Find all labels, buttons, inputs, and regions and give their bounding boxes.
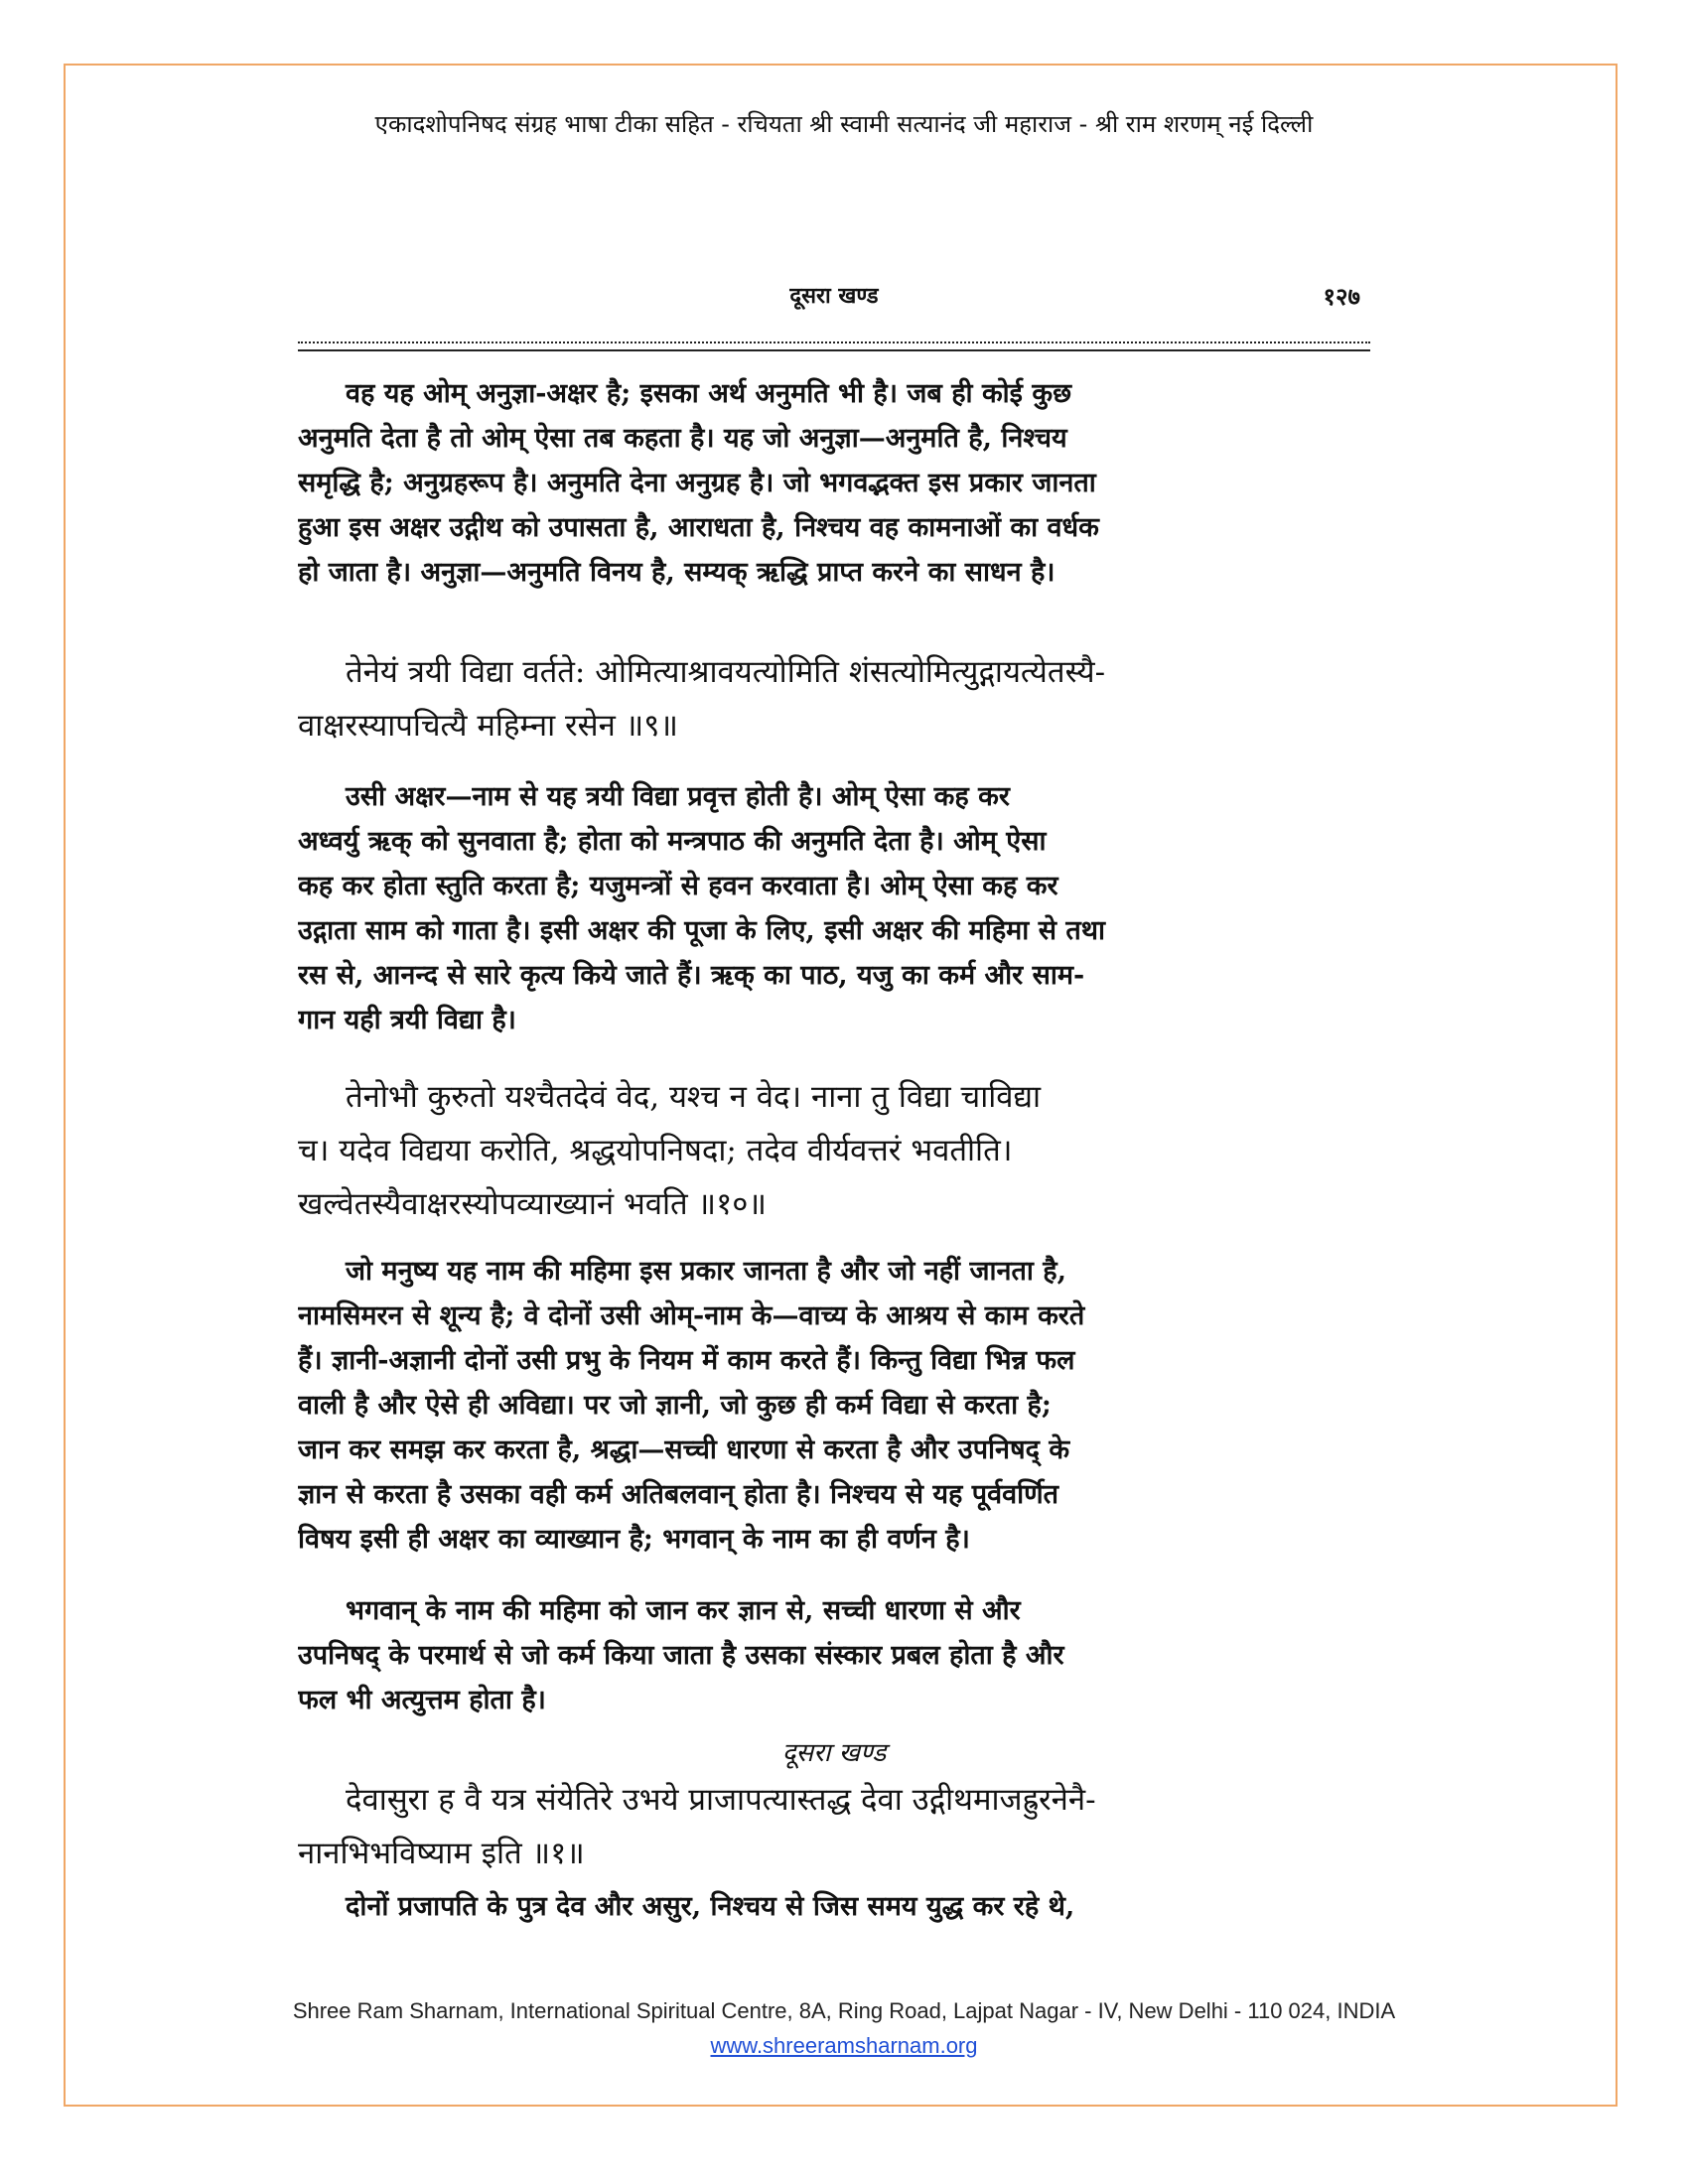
verse-line: देवासुरा ह वै यत्र संयेतिरे उभये प्राजापत्यास्तद्ध देवा उद्गीथमाजह्रुरनेनै- <box>346 1782 1096 1818</box>
verse-10 <box>298 1070 1350 1231</box>
website-link[interactable]: www.shreeramsharnam.org <box>710 2033 978 2058</box>
text-line: जो मनुष्य यह नाम की महिमा इस प्रकार जानता है और जो नहीं जानता है, <box>346 1256 1066 1287</box>
text-line: हुआ इस अक्षर उद्गीथ को उपासता है, आराधता है, निश्चय वह कामनाओं का वर्धक <box>298 512 1099 543</box>
footer-address: Shree Ram Sharnam, International Spiritual Centre, 8A, Ring Road, Lajpat Nagar - IV, New Delhi - 110 024, INDIA <box>292 1998 1396 2023</box>
running-head <box>298 280 1370 320</box>
text-line: वाली है और ऐसे ही अविद्या। पर जो ज्ञानी, जो कुछ ही कर्म विद्या से करता है; <box>298 1390 1052 1421</box>
verse-line: वाक्षरस्यापचित्यै महिम्ना रसेन ॥९॥ <box>298 708 678 744</box>
verse-line: खल्वेतस्यैवाक्षरस्योपव्याख्यानं भवति ॥१०॥ <box>298 1186 767 1222</box>
scanned-page <box>298 268 1370 1936</box>
paragraph-5 <box>298 1884 1350 1929</box>
text-line: नामसिमरन से शून्य है; वे दोनों उसी ओम्-नाम के—वाच्य के आश्रय से काम करते <box>298 1300 1085 1331</box>
verse-line: तेनोभौ कुरुतो यश्चैतदेवं वेद, यश्च न वेद। नाना तु विद्या चाविद्या <box>346 1079 1042 1115</box>
verse-1 <box>298 1773 1350 1880</box>
text-line: अनुमति देता है तो ओम् ऐसा तब कहता है। यह जो अनुज्ञा—अनुमति है, निश्चय <box>298 423 1067 454</box>
paragraph-2 <box>298 774 1350 1042</box>
verse-line: तेनेयं त्रयी विद्या वर्तते: ओमित्याश्रावयत्योमिति शंसत्योमित्युद्गायत्येतस्यै- <box>346 654 1106 690</box>
verse-9 <box>298 645 1350 752</box>
text-line: दोनों प्रजापति के पुत्र देव और असुर, निश्चय से जिस समय युद्ध कर रहे थे, <box>346 1891 1075 1922</box>
verse-line: च। यदेव विद्यया करोति, श्रद्धयोपनिषदा; तदेव वीर्यवत्तरं भवतीति। <box>298 1133 1013 1168</box>
text-line: फल भी अत्युत्तम होता है। <box>298 1685 546 1715</box>
text-line: उसी अक्षर—नाम से यह त्रयी विद्या प्रवृत्त होती है। ओम् ऐसा कह कर <box>346 781 1010 812</box>
paragraph-3 <box>298 1249 1350 1562</box>
text-line: हैं। ज्ञानी-अज्ञानी दोनों उसी प्रभु के नियम में काम करते हैं। किन्तु विद्या भिन्न फल <box>298 1345 1075 1376</box>
header-rule-dotted <box>298 341 1370 343</box>
header-rule <box>298 349 1370 351</box>
section-heading: दूसरा खण्ड <box>781 1738 887 1768</box>
text-line: वह यह ओम् अनुज्ञा-अक्षर है; इसका अर्थ अनुमति भी है। जब ही कोई कुछ <box>346 378 1071 409</box>
text-line: उद्गाता साम को गाता है। इसी अक्षर की पूजा के लिए, इसी अक्षर की महिमा से तथा <box>298 915 1105 946</box>
text-line: कह कर होता स्तुति करता है; यजुमन्त्रों से हवन करवाता है। ओम् ऐसा कह कर <box>298 871 1058 901</box>
text-line: भगवान् के नाम की महिमा को जान कर ज्ञान से, सच्ची धारणा से और <box>346 1595 1021 1626</box>
page-number: १२७ <box>1323 282 1360 311</box>
text-line: ज्ञान से करता है उसका वही कर्म अतिबलवान् होता है। निश्चय से यह पूर्ववर्णित <box>298 1479 1059 1510</box>
footer-link-wrapper <box>0 2033 1688 2059</box>
text-line: गान यही त्रयी विद्या है। <box>298 1005 516 1035</box>
text-line: रस से, आनन्द से सारे कृत्य किये जाते हैं। ऋक् का पाठ, यजु का कर्म और साम- <box>298 960 1085 991</box>
page-header: एकादशोपनिषद संग्रह भाषा टीका सहित - रचियता श्री स्वामी सत्यानंद जी महाराज - श्री राम शरणम् नई दिल्ली <box>374 110 1314 138</box>
paragraph-4 <box>298 1588 1350 1722</box>
text-line: अध्वर्यु ऋक् को सुनवाता है; होता को मन्त्रपाठ की अनुमति देता है। ओम् ऐसा <box>298 826 1047 857</box>
text-line: जान कर समझ कर करता है, श्रद्धा—सच्ची धारणा से करता है और उपनिषद् के <box>298 1434 1070 1465</box>
text-line: उपनिषद् के परमार्थ से जो कर्म किया जाता है उसका संस्कार प्रबल होता है और <box>298 1640 1064 1671</box>
text-line: विषय इसी ही अक्षर का व्याख्यान है; भगवान् के नाम का ही वर्णन है। <box>298 1524 970 1555</box>
verse-line: नानभिभविष्याम इति ॥१॥ <box>298 1836 585 1871</box>
running-title: दूसरा खण्ड <box>789 283 879 309</box>
text-line: समृद्धि है; अनुग्रहरूप है। अनुमति देना अनुग्रह है। जो भगवद्भक्त इस प्रकार जानता <box>298 468 1096 498</box>
text-line: हो जाता है। अनुज्ञा—अनुमति विनय है, सम्यक् ऋद्धि प्राप्त करने का साधन है। <box>298 557 1055 588</box>
paragraph-1 <box>298 371 1350 595</box>
